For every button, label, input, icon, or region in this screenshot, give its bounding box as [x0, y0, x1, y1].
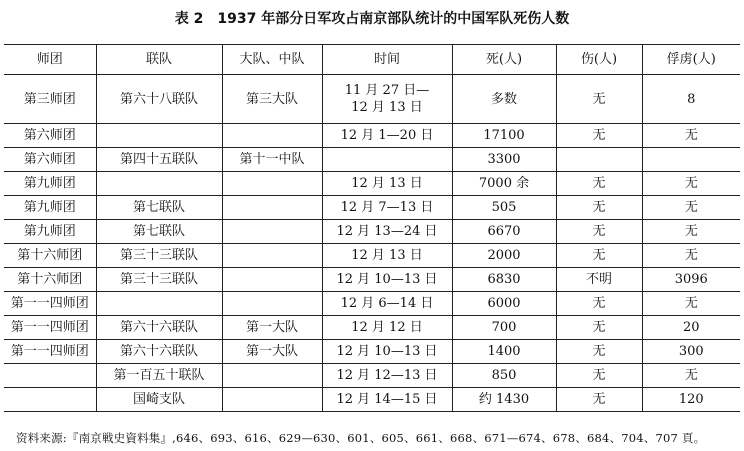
- table-cell: [222, 220, 322, 244]
- source-note: 资料来源:『南京戦史資料集』,646、693、616、629—630、601、605、661、668、671—674、678、684、704、707 頁。: [16, 431, 706, 445]
- table-cell: 12 月 1—20 日: [322, 124, 452, 148]
- table-cell: 3096: [642, 268, 740, 292]
- table-cell: [222, 268, 322, 292]
- table-cell: 约 1430: [452, 388, 556, 412]
- table-cell: 505: [452, 196, 556, 220]
- table-cell: 无: [556, 124, 642, 148]
- column-header: 师团: [4, 45, 96, 75]
- table-cell: [222, 172, 322, 196]
- table-cell: 第七联队: [96, 196, 222, 220]
- table-cell: 12 月 12 日: [322, 316, 452, 340]
- column-header: 死(人): [452, 45, 556, 75]
- table-cell: 12 月 12—13 日: [322, 364, 452, 388]
- table-cell: 无: [642, 196, 740, 220]
- table-cell: 第十六师团: [4, 244, 96, 268]
- table-cell: 无: [556, 340, 642, 364]
- table-row: [4, 364, 740, 388]
- table-cell: 无: [556, 316, 642, 340]
- table-cell: 第六师团: [4, 124, 96, 148]
- column-header: 大队、中队: [222, 45, 322, 75]
- column-header: 伤(人): [556, 45, 642, 75]
- table-cell: 12 月 13 日: [322, 244, 452, 268]
- table-cell: 第七联队: [96, 220, 222, 244]
- table-cell: 第一一四师团: [4, 340, 96, 364]
- table-cell: 850: [452, 364, 556, 388]
- table-cell: 不明: [556, 268, 642, 292]
- table-cell: 12 月 10—13 日: [322, 340, 452, 364]
- table-row: [4, 124, 740, 148]
- table-cell: 第十六师团: [4, 268, 96, 292]
- table-cell: 第九师团: [4, 196, 96, 220]
- table-cell: [222, 388, 322, 412]
- table-cell: 第六十六联队: [96, 316, 222, 340]
- table-cell: 第一大队: [222, 340, 322, 364]
- table-cell: 无: [642, 364, 740, 388]
- table-row: [4, 172, 740, 196]
- header-row: [4, 45, 740, 75]
- table-cell: [96, 292, 222, 316]
- table-row: [4, 316, 740, 340]
- table-row: [4, 244, 740, 268]
- table-cell: 11 月 27 日— 12 月 13 日: [322, 75, 452, 124]
- table-cell: [222, 196, 322, 220]
- table-cell: 3300: [452, 148, 556, 172]
- table-cell: 1400: [452, 340, 556, 364]
- table-row: [4, 388, 740, 412]
- table-row: [4, 196, 740, 220]
- table-row: [4, 292, 740, 316]
- table-cell: [4, 388, 96, 412]
- table-cell: 无: [642, 172, 740, 196]
- table-cell: 无: [556, 75, 642, 124]
- table-cell: 无: [556, 292, 642, 316]
- table-cell: [222, 292, 322, 316]
- table-cell: 多数: [452, 75, 556, 124]
- table-cell: 无: [642, 244, 740, 268]
- column-header: 时间: [322, 45, 452, 75]
- table-cell: 12 月 7—13 日: [322, 196, 452, 220]
- table-cell: 无: [556, 172, 642, 196]
- table-cell: 6000: [452, 292, 556, 316]
- column-header: 联队: [96, 45, 222, 75]
- table-cell: 第一一四师团: [4, 292, 96, 316]
- table-cell: 第四十五联队: [96, 148, 222, 172]
- table-row: [4, 148, 740, 172]
- table-row: [4, 268, 740, 292]
- table-cell: 6670: [452, 220, 556, 244]
- table-cell: 第九师团: [4, 172, 96, 196]
- table-cell: 12 月 10—13 日: [322, 268, 452, 292]
- table-cell: 12 月 14—15 日: [322, 388, 452, 412]
- table-cell: 8: [642, 75, 740, 124]
- table-row: [4, 220, 740, 244]
- table-cell: 120: [642, 388, 740, 412]
- table-cell: 300: [642, 340, 740, 364]
- table-cell: 12 月 13 日: [322, 172, 452, 196]
- table-cell: 无: [556, 388, 642, 412]
- table-cell: [4, 364, 96, 388]
- table-cell: 第六师团: [4, 148, 96, 172]
- table-cell: 第三十三联队: [96, 268, 222, 292]
- casualty-table: [4, 44, 740, 412]
- table-cell: 2000: [452, 244, 556, 268]
- table-cell: [96, 172, 222, 196]
- table-cell: [96, 124, 222, 148]
- table-cell: 无: [556, 196, 642, 220]
- table-cell: 第六十八联队: [96, 75, 222, 124]
- table-cell: 第六十六联队: [96, 340, 222, 364]
- table-cell: 无: [642, 220, 740, 244]
- table-cell: 7000 余: [452, 172, 556, 196]
- table-cell: 20: [642, 316, 740, 340]
- table-cell: 国崎支队: [96, 388, 222, 412]
- table-cell: 6830: [452, 268, 556, 292]
- table-cell: [556, 148, 642, 172]
- table-cell: [222, 244, 322, 268]
- table-cell: 12 月 6—14 日: [322, 292, 452, 316]
- table-cell: 第一百五十联队: [96, 364, 222, 388]
- table-cell: 700: [452, 316, 556, 340]
- table-cell: 12 月 13—24 日: [322, 220, 452, 244]
- table-cell: 无: [556, 244, 642, 268]
- table-cell: 第九师团: [4, 220, 96, 244]
- table-cell: 第三师团: [4, 75, 96, 124]
- table-cell: [222, 124, 322, 148]
- table-cell: 无: [556, 364, 642, 388]
- table-cell: 第三十三联队: [96, 244, 222, 268]
- table-cell: 无: [642, 292, 740, 316]
- table-title: 表 2 1937 年部分日军攻占南京部队统计的中国军队死伤人数: [174, 11, 570, 27]
- table-cell: [322, 148, 452, 172]
- table-cell: 无: [642, 124, 740, 148]
- table-cell: 第三大队: [222, 75, 322, 124]
- column-header: 俘虏(人): [642, 45, 740, 75]
- table-cell: 第十一中队: [222, 148, 322, 172]
- table-cell: 第一大队: [222, 316, 322, 340]
- table-cell: [642, 148, 740, 172]
- table-cell: 第一一四师团: [4, 316, 96, 340]
- table-cell: 17100: [452, 124, 556, 148]
- table-row: [4, 340, 740, 364]
- table-cell: 无: [556, 220, 642, 244]
- table-cell: [222, 364, 322, 388]
- table-row: [4, 75, 740, 124]
